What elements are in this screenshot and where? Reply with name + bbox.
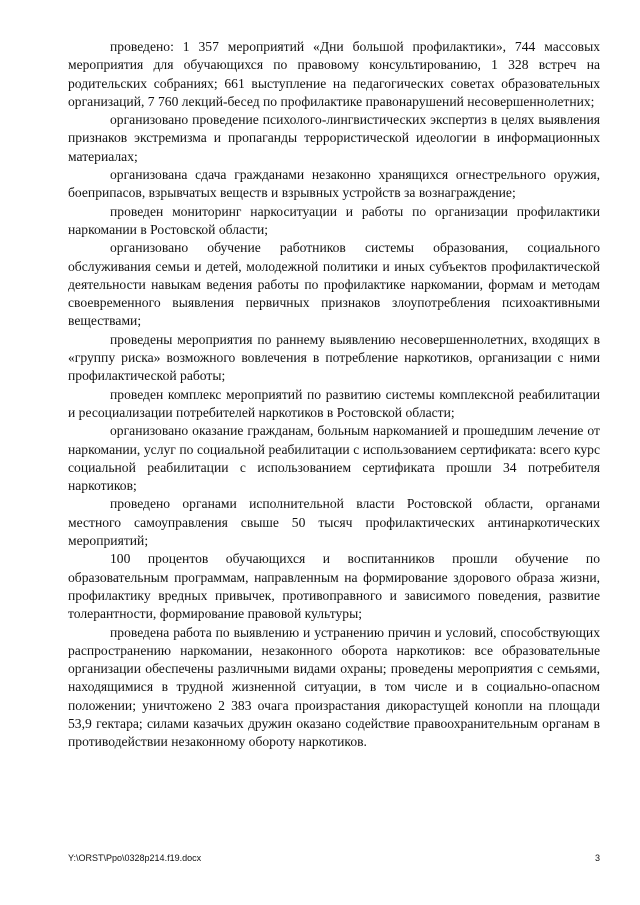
paragraph-linguistic-expertise: организовано проведение психолого-лингвистических экспертиз в целях выявления признаков экстремизма и пропаганды террористической идеологии в информационных материалах; <box>68 112 600 164</box>
page-footer <box>68 853 600 863</box>
document-body <box>68 38 600 752</box>
paragraph-risk-group: проведены мероприятия по раннему выявлению несовершеннолетних, входящих в «группу риска» возможного вовлечения в потребление наркотиков, организации с ними профилактической работы; <box>68 331 600 384</box>
paragraph-activities-held: проведено: 1 357 мероприятий «Дни большой профилактики», 744 массовых мероприятия для обучающихся по правовому консультированию, 1 328 встреч на родительских собраниях; 661 выступление на педагогических советах образовательных организаций, 7 760 лекций-бесед по профилактике правонарушений несовершеннолетних; <box>68 39 600 109</box>
paragraph-preventive-events: проведено органами исполнительной власти Ростовской области, органами местного самоуправления свыше 50 тысяч профилактических антинаркотических мероприятий; <box>68 496 600 549</box>
paragraph-rehabilitation-system: проведен комплекс мероприятий по развитию системы комплексной реабилитации и ресоциализации потребителей наркотиков в Ростовской области; <box>68 386 600 420</box>
paragraph-students-training: 100 процентов обучающихся и воспитанников прошли обучение по образовательным программам, направленным на формирование здорового образа жизни, профилактику вредных привычек, противоправного и зависимого поведения, развитие толерантности, формирование правовой культуры; <box>68 551 600 622</box>
footer-file-path: Y:\ORST\Ppo\0328p214.f19.docx <box>68 853 202 863</box>
page-number: 3 <box>594 853 600 863</box>
paragraph-causes-elimination: проведена работа по выявлению и устранению причин и условий, способствующих распространению наркомании, незаконного оборота наркотиков: все образовательные организации обеспечены различными видами охраны; проведены мероприятия с семьями, находящимися в трудной жизненной ситуации, в том числе и в социально-опасном положении; уничтожено 2 383 очага произрастания дикорастущей конопли на площади 53,9 гектара; силами казачьих дружин оказано содействие правоохранительным органам в противодействии незаконному обороту наркотиков. <box>68 624 600 750</box>
paragraph-weapons-surrender: организована сдача гражданами незаконно хранящихся огнестрельного оружия, боеприпасов, взрывчатых веществ и взрывных устройств за вознаграждение; <box>68 167 600 201</box>
paragraph-drug-monitoring: проведен мониторинг наркоситуации и работы по организации профилактики наркомании в Ростовской области; <box>68 203 600 237</box>
paragraph-rehabilitation-certificate: организовано оказание гражданам, больным наркоманией и прошедшим лечение от наркомании, услуг по социальной реабилитации с использованием сертификата: всего курс социальной реабилитации с использованием сертификата прошли 34 потребителя наркотиков; <box>68 423 600 494</box>
paragraph-staff-training: организовано обучение работников системы образования, социального обслуживания семьи и детей, молодежной политики и иных субъектов профилактической деятельности навыкам ведения работы по профилактике наркомании, формам и методам своевременного выявления первичных признаков злоупотребления психоактивными веществами; <box>68 240 600 329</box>
